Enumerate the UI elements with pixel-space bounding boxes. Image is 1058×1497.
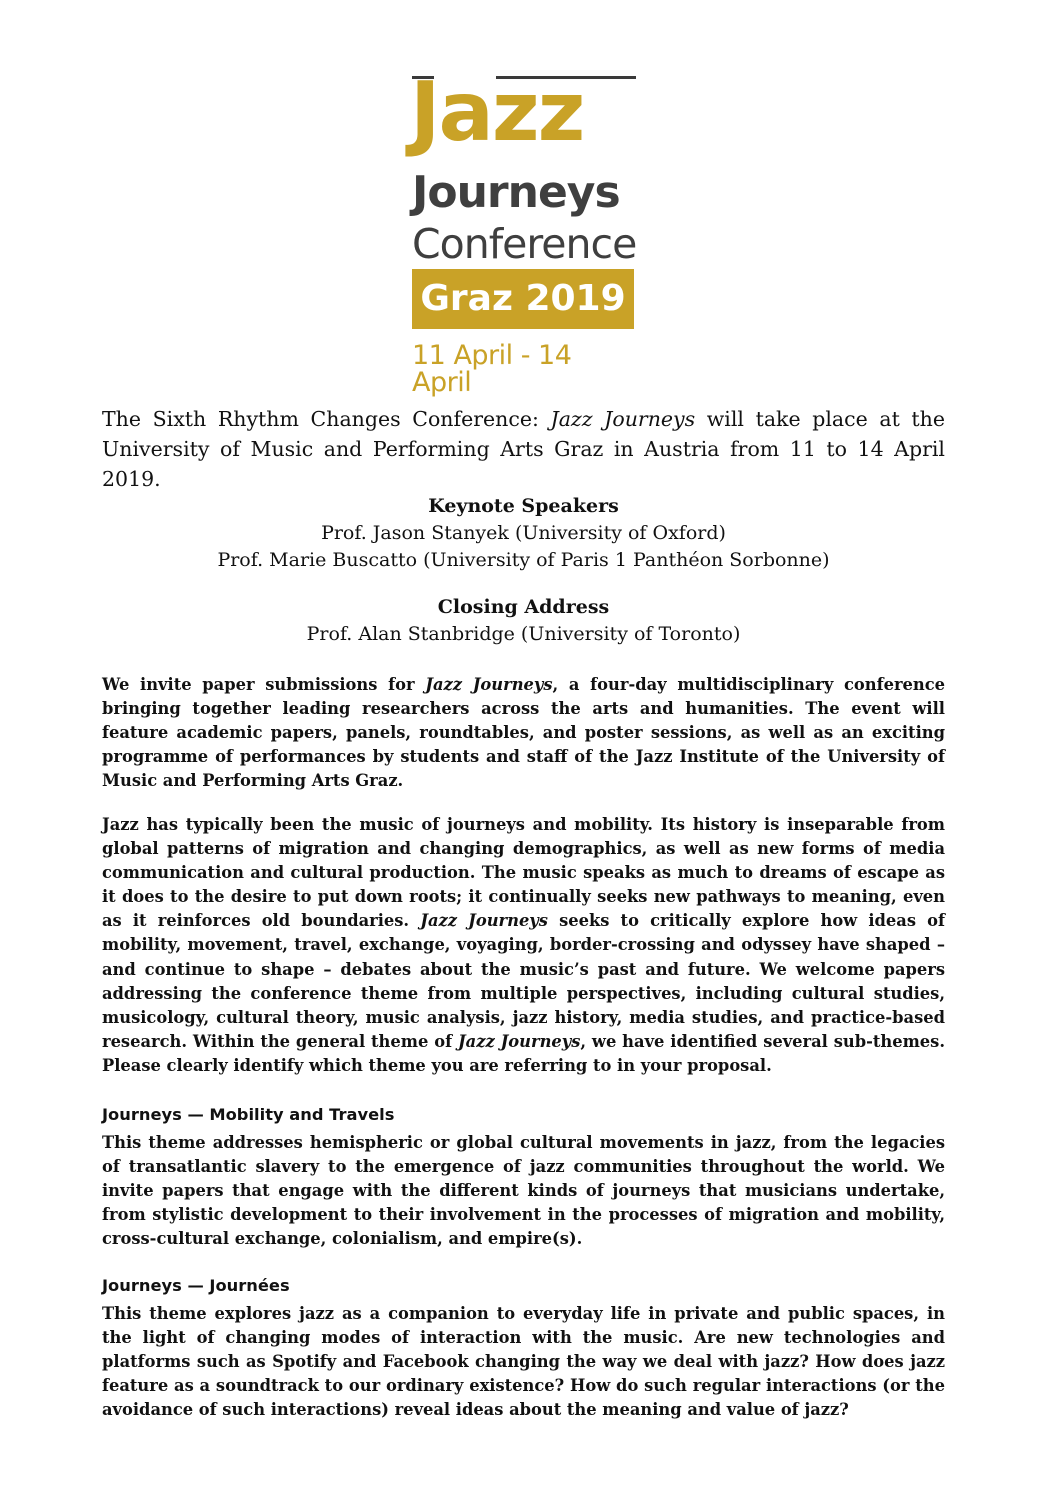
logo-word-journeys: Journeys xyxy=(412,167,620,218)
intro-paragraph xyxy=(102,404,945,494)
para1-text-end: , a four-day multidisciplinary conference bringing together leading researchers across the arts and humanities. The event will feature academic papers, panels, roundtables, and poster sessions, as well as an exciting programme of performances by students and staff of the Jazz Institute of the University of Music and Performing Arts Graz. xyxy=(102,675,946,791)
intro-text-start: The Sixth Rhythm Changes Conference: xyxy=(102,407,551,431)
closing-section xyxy=(102,594,945,648)
para2-text-3: , we have identified several sub-themes. Please clearly identify which theme you are referring to in your proposal. xyxy=(102,1031,946,1075)
keynote-speaker: Prof. Marie Buscatto (University of Paris 1 Panthéon Sorbonne) xyxy=(217,549,830,571)
theme-paragraph xyxy=(102,813,945,1078)
logo-word-conference: Conference xyxy=(412,220,637,268)
para1-text-start: We invite paper submissions for xyxy=(102,675,426,694)
para2-italic-1: Jazz Journeys xyxy=(420,911,548,931)
intro-italic-title: Jazz Journeys xyxy=(550,407,696,431)
keynote-section xyxy=(102,493,945,574)
theme2-body: This theme explores jazz as a companion to everyday life in private and public spaces, in the light of changing modes of interaction with the music. Are new technologies and platforms such as Spotify and Facebook changing the way we deal with jazz? How does jazz feature as a soundtrack to our ordinary existence? How do such regular interactions (or the avoidance of such interactions) reveal ideas about the meaning and value of jazz? xyxy=(102,1304,945,1420)
logo-dates: 11 April - 14 April xyxy=(412,340,572,398)
logo-word-jazz: Jazz xyxy=(410,65,584,160)
theme1-heading: Journeys — Mobility and Travels xyxy=(102,1105,395,1124)
para1-italic-title: Jazz Journeys xyxy=(425,675,553,694)
invitation-paragraph xyxy=(102,673,945,793)
closing-speaker: Prof. Alan Stanbridge (University of Toronto) xyxy=(306,623,741,645)
theme1-body: This theme addresses hemispheric or global cultural movements in jazz, from the legacies of transatlantic slavery to the emergence of jazz communities throughout the world. We invite papers that engage with the different kinds of journeys that musicians undertake, from stylistic development to their involvement in the processes of migration and mobility, cross-cultural exchange, colonialism, and empire(s). xyxy=(102,1133,945,1249)
logo-badge: Graz 2019 xyxy=(412,269,634,329)
theme2-heading: Journeys — Journées xyxy=(102,1276,290,1295)
para2-text-2: seeks to critically explore how ideas of mobility, movement, travel, exchange, voyaging, border-crossing and odyssey have shaped – and continue to shape – debates about the music’s past and future. We welcome papers addressing the conference theme from multiple perspectives, including cultural studies, musicology, cultural theory, music analysis, jazz history, media studies, and practice-based research. Within the general theme of xyxy=(102,911,945,1051)
para2-text-1: Jazz has typically been the music of journeys and mobility. Its history is inseparable from global patterns of migration and changing demographics, as well as new forms of media communication and cultural production. The music speaks as much to dreams of escape as it does to the desire to put down roots; it continually seeks new pathways to meaning, even as it reinforces old boundaries. xyxy=(102,815,945,931)
para2-italic-2: Jazz Journeys xyxy=(457,1031,581,1051)
intro-text-end: will take place at the University of Music and Performing Arts Graz in Austria from 11 to 14 April 2019. xyxy=(102,407,945,491)
keynote-heading: Keynote Speakers xyxy=(428,495,619,517)
closing-heading: Closing Address xyxy=(437,596,610,618)
keynote-speaker: Prof. Jason Stanyek (University of Oxford) xyxy=(321,522,726,544)
